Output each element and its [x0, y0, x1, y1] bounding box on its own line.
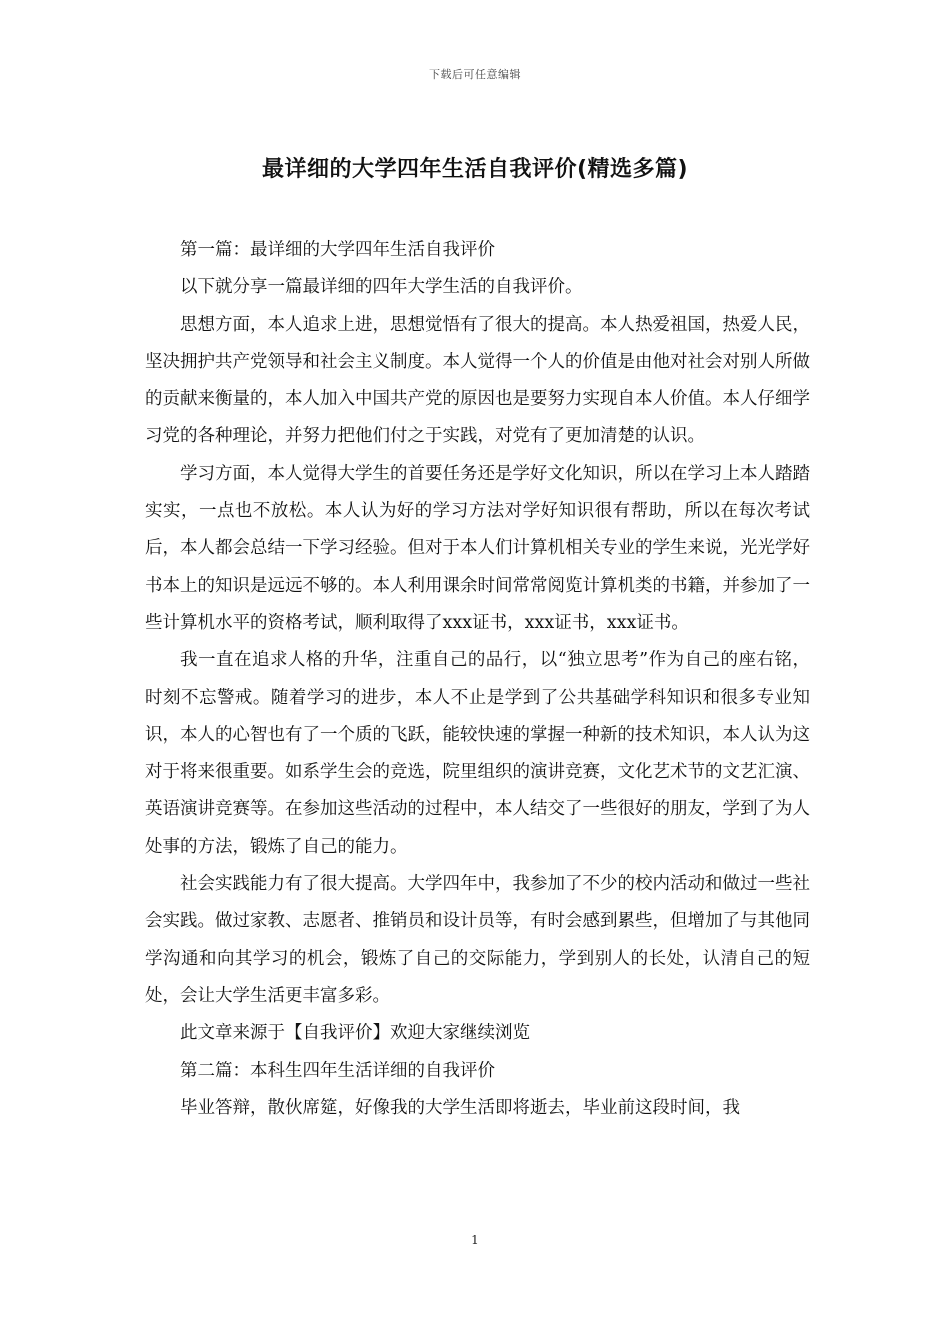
document-body	[145, 232, 810, 1127]
page-number: 1	[471, 1233, 479, 1247]
paragraph-graduation: 毕业答辩，散伙席筵，好像我的大学生活即将逝去，毕业前这段时间，我	[180, 1097, 740, 1118]
section-heading-1: 第一篇：最详细的大学四年生活自我评价	[180, 240, 495, 260]
section-heading-2: 第二篇：本科生四年生活详细的自我评价	[180, 1060, 495, 1081]
intro-paragraph: 以下就分享一篇最详细的四年大学生活的自我评价。	[180, 277, 583, 298]
header-note: 下载后可任意编辑	[429, 68, 521, 81]
paragraph-study: 学习方面，本人觉得大学生的首要任务还是学好文化知识，所以在学习上本人踏踏实实，一点也不放松。本人认为好的学习方法对学好知识很有帮助，所以在每次考试后，本人都会总结一下学习经验。但对于本人们计算机相关专业的学生来说，光光学好书本上的知识是远远不够的。本人利用课余时间常常阅览计算机类的书籍，并参加了一些计算机水平的资格考试，顺利取得了xxx证书，xxx证书，xxx证书。	[145, 463, 810, 633]
paragraph-social-practice: 社会实践能力有了很大提高。大学四年中，我参加了不少的校内活动和做过一些社会实践。做过家教、志愿者、推销员和设计员等，有时会感到累些，但增加了与其他同学沟通和向其学习的机会，锻炼了自己的交际能力，学到别人的长处，认清自己的短处，会让大学生活更丰富多彩。	[145, 874, 810, 1006]
document-title: 最详细的大学四年生活自我评价(精选多篇)	[261, 157, 689, 182]
source-note: 此文章来源于【自我评价】欢迎大家继续浏览	[180, 1023, 530, 1044]
paragraph-character: 我一直在追求人格的升华，注重自己的品行，以“独立思考”作为自己的座右铭，时刻不忘警戒。随着学习的进步，本人不止是学到了公共基础学科知识和很多专业知识，本人的心智也有了一个质的飞跃，能较快速的掌握一种新的技术知识，本人认为这对于将来很重要。如系学生会的竞选，院里组织的演讲竞赛，文化艺术节的文艺汇演、英语演讲竞赛等。在参加这些活动的过程中，本人结交了一些很好的朋友，学到了为人处事的方法，锻炼了自己的能力。	[145, 650, 810, 857]
paragraph-ideology: 思想方面，本人追求上进，思想觉悟有了很大的提高。本人热爱祖国，热爱人民，坚决拥护共产党领导和社会主义制度。本人觉得一个人的价值是由他对社会对别人所做的贡献来衡量的，本人加入中国共产党的原因也是要努力实现自本人价值。本人仔细学习党的各种理论，并努力把他们付之于实践，对党有了更加清楚的认识。	[145, 314, 810, 447]
